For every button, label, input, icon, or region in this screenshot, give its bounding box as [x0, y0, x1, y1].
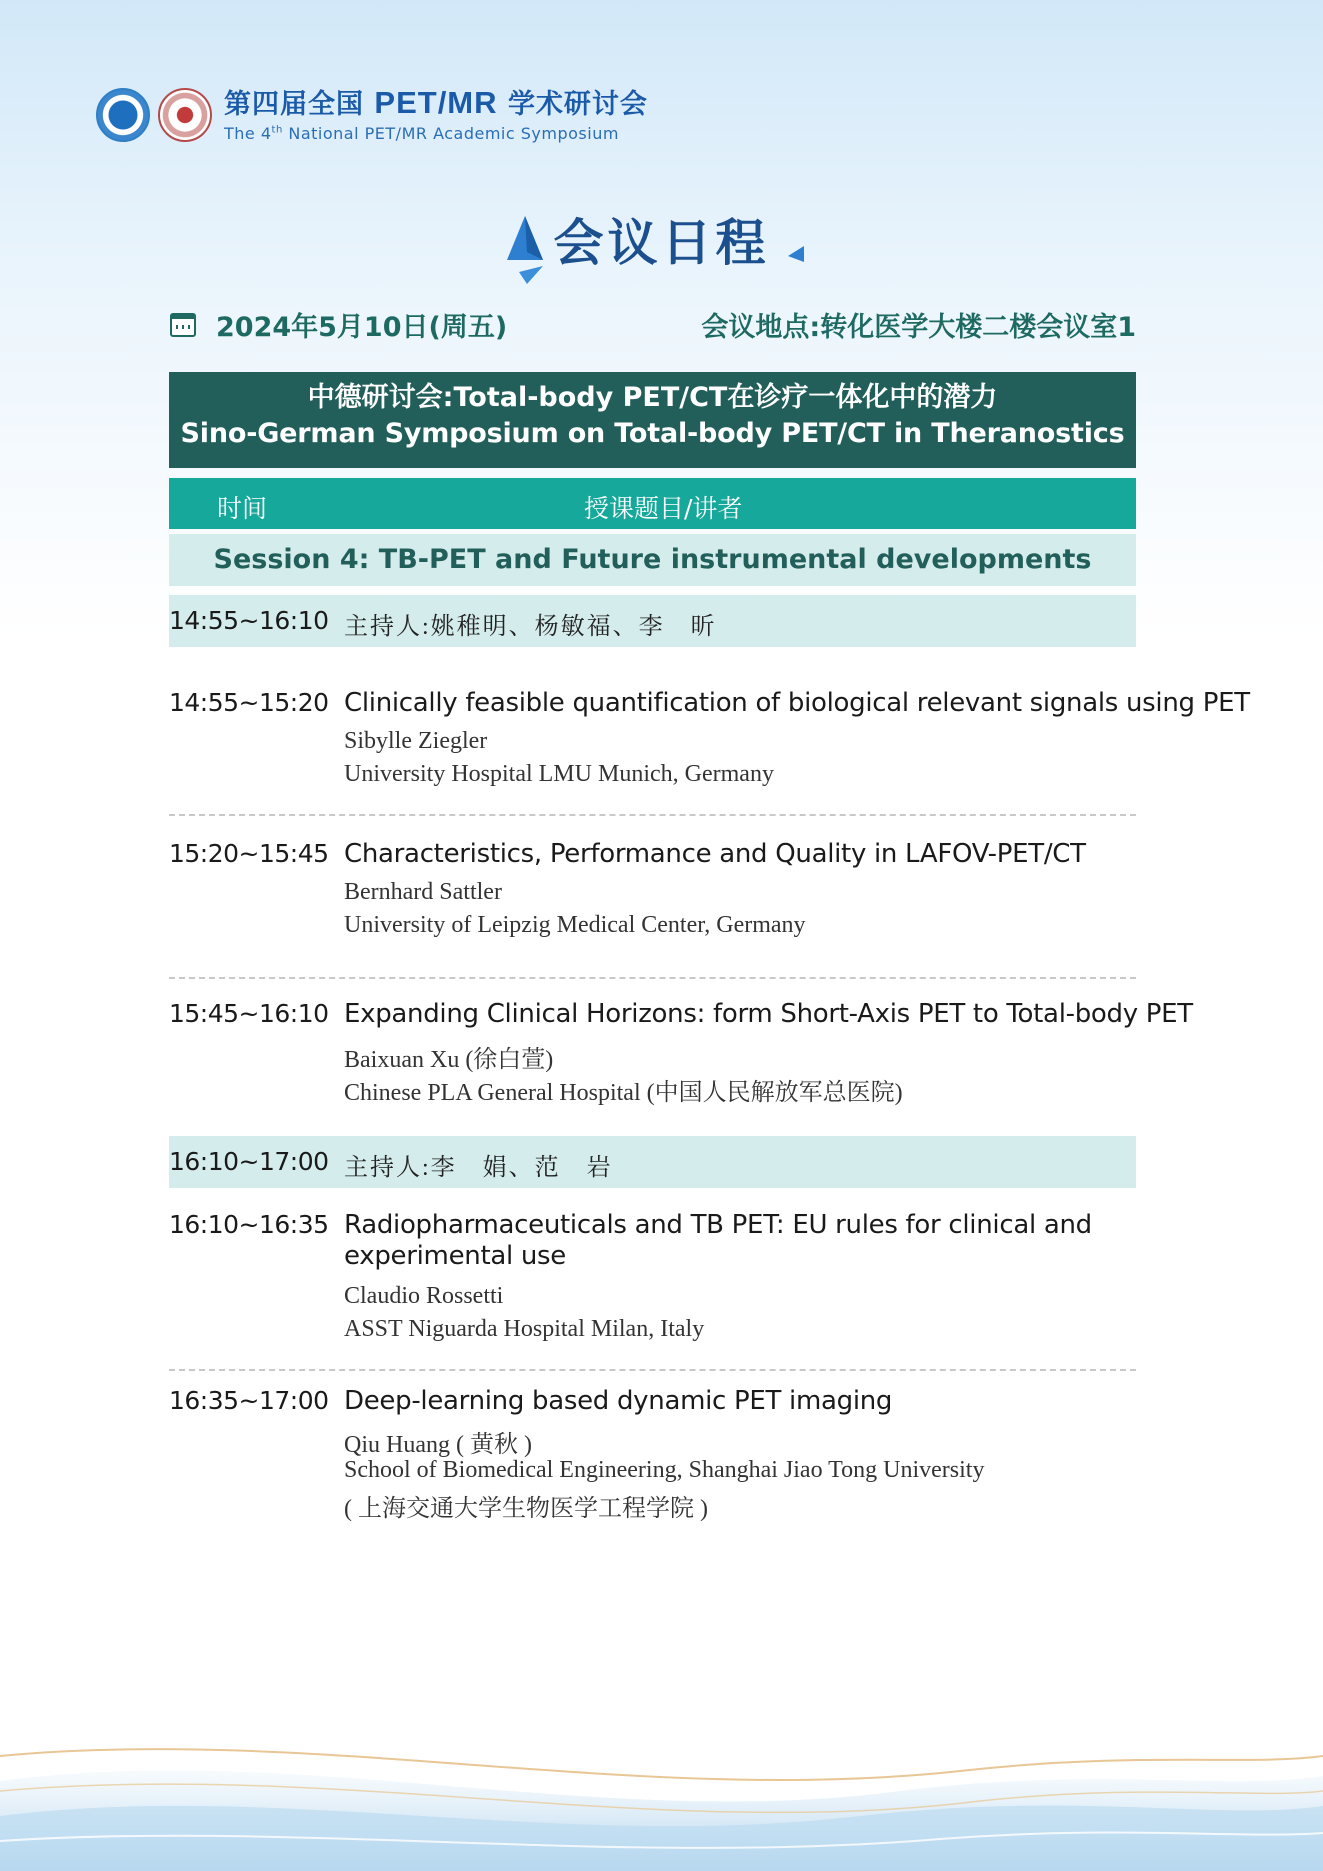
talk-title: Deep-learning based dynamic PET imaging — [344, 1386, 893, 1416]
symposium-banner — [169, 372, 1136, 468]
brand-title-en — [224, 124, 648, 143]
divider — [169, 814, 1136, 816]
talk-time: 14:55~15:20 — [169, 688, 329, 717]
talk-title: Expanding Clinical Horizons: form Short-Axis PET to Total-body PET — [344, 999, 1193, 1029]
brand-en-post: National PET/MR Academic Symposium — [282, 124, 619, 143]
talk-time: 15:45~16:10 — [169, 999, 329, 1028]
talk-affiliation-cn: ( 上海交通大学生物医学工程学院 ) — [344, 1496, 708, 1522]
triangle-decor-left-icon — [505, 216, 545, 284]
banner-title-en: Sino-German Symposium on Total-body PET/CT in Theranostics — [180, 418, 1125, 449]
host-names: 主持人:姚稚明、杨敏福、李 昕 — [344, 614, 717, 640]
column-time: 时间 — [217, 494, 268, 523]
talk-speaker: Qiu Huang ( 黄秋 ) — [344, 1432, 532, 1458]
brand-cn-post: 学术研讨会 — [507, 89, 648, 120]
logo-group — [96, 88, 212, 142]
talk-title: Characteristics, Performance and Quality in LAFOV-PET/CT — [344, 839, 1086, 869]
brand-en-sup: th — [271, 124, 283, 136]
host-names: 主持人:李 娟、范 岩 — [344, 1155, 613, 1181]
talk-speaker: Bernhard Sattler — [344, 879, 502, 905]
triangle-decor-right-icon — [786, 244, 806, 264]
host-time: 16:10~17:00 — [169, 1147, 329, 1176]
talk-affiliation: ASST Niguarda Hospital Milan, Italy — [344, 1316, 705, 1342]
symposium-brand — [224, 86, 648, 143]
column-topic: 授课题目/讲者 — [584, 494, 743, 523]
brand-title-cn — [224, 86, 648, 122]
talk-affiliation: Chinese PLA General Hospital (中国人民解放军总医院) — [344, 1080, 903, 1106]
talk-affiliation: School of Biomedical Engineering, Shanghai Jiao Tong University — [344, 1457, 985, 1483]
banner-title-cn: 中德研讨会:Total-body PET/CT在诊疗一体化中的潜力 — [307, 382, 998, 413]
host-time: 14:55~16:10 — [169, 606, 329, 635]
date-venue-row — [170, 305, 1136, 345]
divider — [169, 977, 1136, 979]
talk-title: Clinically feasible quantification of biological relevant signals using PET — [344, 688, 1250, 718]
talk-speaker: Sibylle Ziegler — [344, 728, 488, 754]
talk-affiliation: University of Leipzig Medical Center, Germany — [344, 912, 806, 938]
wave-decoration — [0, 1721, 1323, 1871]
talk-speaker: Baixuan Xu (徐白萱) — [344, 1047, 554, 1073]
session-venue: 会议地点:转化医学大楼二楼会议室1 — [701, 312, 1136, 343]
schedule-column-header — [169, 478, 1136, 529]
talk-time: 15:20~15:45 — [169, 839, 329, 868]
page-title: 会议日程 — [553, 214, 770, 272]
title-area — [0, 208, 1323, 278]
session-title: Session 4: TB-PET and Future instrumental developments — [169, 534, 1136, 586]
talk-speaker: Claudio Rossetti — [344, 1283, 504, 1309]
talk-time: 16:35~17:00 — [169, 1386, 329, 1415]
host-row — [169, 1136, 1136, 1188]
divider — [169, 1369, 1136, 1371]
brand-cn-big: PET/MR — [374, 85, 498, 120]
hospital-logo — [158, 88, 212, 142]
host-row — [169, 595, 1136, 647]
institution-logo — [96, 88, 150, 142]
brand-cn-pre: 第四届全国 — [224, 89, 364, 120]
session-date: 2024年5月10日(周五) — [216, 312, 508, 343]
brand-en-pre: The 4 — [224, 124, 272, 143]
calendar-icon — [170, 313, 196, 337]
talk-title: Radiopharmaceuticals and TB PET: EU rules for clinical and experimental use — [344, 1210, 1092, 1271]
talk-time: 16:10~16:35 — [169, 1210, 329, 1239]
talk-affiliation: University Hospital LMU Munich, Germany — [344, 761, 774, 787]
